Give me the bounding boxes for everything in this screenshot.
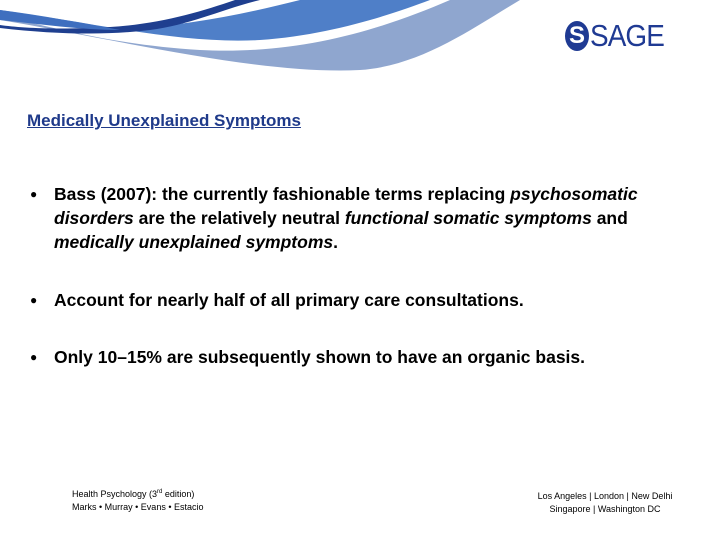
bullet-item — [30, 345, 670, 369]
bullet-icon: ● — [30, 350, 38, 364]
logo-text: SAGE — [590, 18, 664, 53]
sage-s-circle-icon: S — [565, 21, 589, 51]
bullet-item — [30, 182, 670, 254]
bullet-item — [30, 288, 670, 312]
footer-book-info: Health Psychology (3rd edition) Marks • Murray • Evans • Estacio — [72, 489, 204, 512]
bullet-text: Account for nearly half of all primary care consultations. — [54, 290, 524, 310]
slide-title: Medically Unexplained Symptoms — [27, 111, 301, 130]
bullet-icon: ● — [30, 293, 38, 307]
footer-locations: Los Angeles | London | New Delhi Singapore | Washington DC — [537, 491, 673, 514]
sage-logo — [565, 18, 672, 54]
bullet-text: Bass (2007): the currently fashionable terms replacing psychosomatic disorders are the relatively neutral functional somatic symptoms and medically unexplained symptoms. — [54, 184, 638, 252]
bullet-icon: ● — [30, 187, 38, 201]
bullet-text: Only 10–15% are subsequently shown to have an organic basis. — [54, 347, 586, 367]
